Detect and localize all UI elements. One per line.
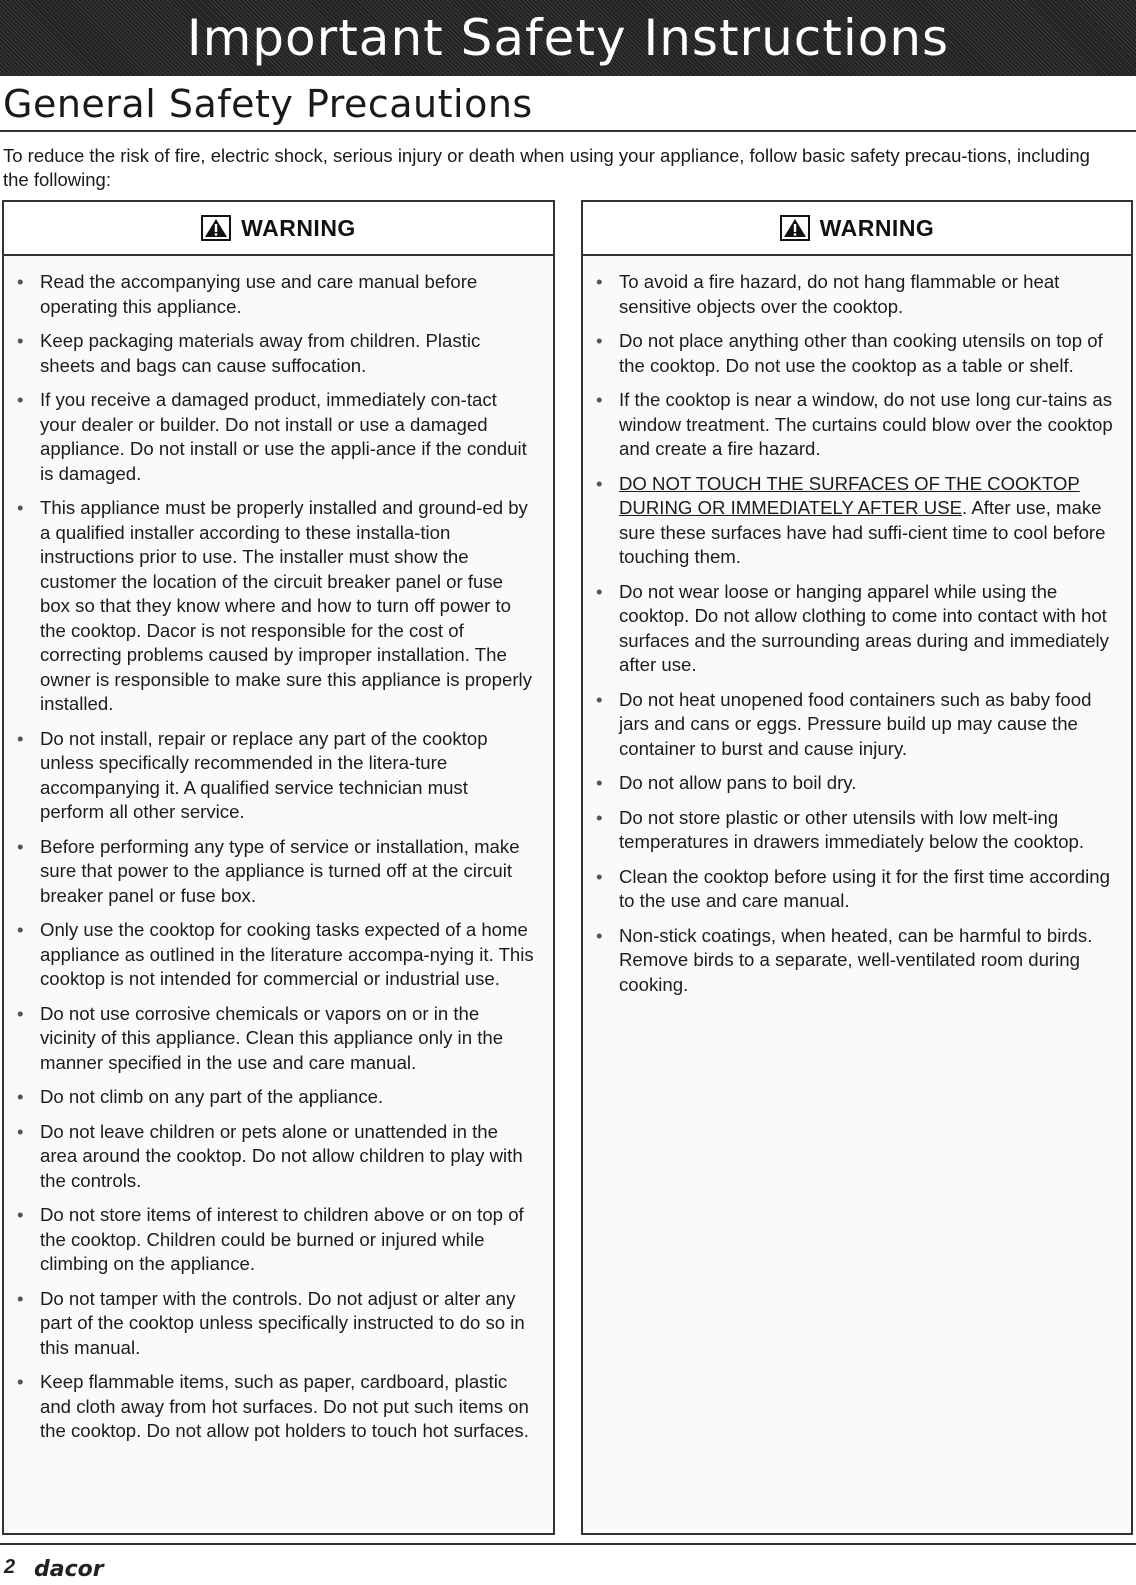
list-item: • Keep flammable items, such as paper, cardboard, plastic and cloth away from hot surfaces. Do not put such items on the cooktop. Do not allow pot holders to touch hot surfaces. bbox=[40, 1370, 537, 1444]
list-item: • Do not install, repair or replace any part of the cooktop unless specifically recommended in the litera-ture accompanying it. A qualified service technician must perform all other service. bbox=[40, 727, 537, 825]
list-item: • Clean the cooktop before using it for the first time according to the use and care manual. bbox=[619, 865, 1115, 914]
warning-triangle-icon bbox=[780, 215, 810, 241]
title-banner bbox=[0, 0, 1136, 76]
emphasis-rest: After use, make sure these surfaces have had suffi-cient time to cool before touching them. bbox=[619, 497, 1106, 567]
list-item: • Do not leave children or pets alone or unattended in the area around the cooktop. Do not allow children to play with the controls. bbox=[40, 1120, 537, 1194]
list-item: • If you receive a damaged product, immediately con-tact your dealer or builder. Do not install or use a damaged appliance. Do not install or use the appli-ance if the conduit is damaged. bbox=[40, 388, 537, 486]
list-item: • Do not tamper with the controls. Do not adjust or alter any part of the cooktop unless specifically instructed to do so in this manual. bbox=[40, 1287, 537, 1361]
intro-paragraph: To reduce the risk of fire, electric shock, serious injury or death when using your appliance, follow basic safety precau-tions, including the following: bbox=[3, 145, 1090, 190]
emphasis-text: DO NOT TOUCH THE SURFACES OF THE COOKTOP DURING OR IMMEDIATELY AFTER USE bbox=[619, 472, 1080, 518]
section-rule bbox=[0, 130, 1136, 132]
warning-header bbox=[583, 202, 1131, 256]
list-item: • Non-stick coatings, when heated, can be harmful to birds. Remove birds to a separate, well-ventilated room during cooking. bbox=[619, 924, 1115, 998]
list-item: • This appliance must be properly installed and ground-ed by a qualified installer according to these installa-tion instructions prior to use. The installer must show the customer the location of the circuit breaker panel or fuse box so that they know where and how to turn off power to the cooktop. Dacor is not responsible for the cost of correcting problems caused by improper installation. The owner is responsible to make sure this appliance is properly installed. bbox=[40, 496, 537, 717]
warning-box-right bbox=[581, 200, 1133, 1535]
list-item: • Do not place anything other than cooking utensils on top of the cooktop. Do not use the cooktop as a table or shelf. bbox=[619, 329, 1115, 378]
emphasis-period: . bbox=[962, 497, 968, 518]
list-item: • Only use the cooktop for cooking tasks expected of a home appliance as outlined in the literature accompa-nying it. This cooktop is not intended for commercial or industrial use. bbox=[40, 918, 537, 992]
warning-list-right bbox=[583, 256, 1131, 997]
section-title: General Safety Precautions bbox=[3, 82, 533, 126]
list-item: • Read the accompanying use and care manual before operating this appliance. bbox=[40, 270, 537, 319]
list-item: • Do not climb on any part of the appliance. bbox=[40, 1085, 537, 1110]
warning-list-left bbox=[4, 256, 553, 1444]
list-item: • Before performing any type of service or installation, make sure that power to the appliance is turned off at the circuit breaker panel or fuse box. bbox=[40, 835, 537, 909]
dacor-logo bbox=[32, 1556, 124, 1582]
warning-header bbox=[4, 202, 553, 256]
page-number: 2 bbox=[4, 1556, 16, 1578]
list-item: • Keep packaging materials away from children. Plastic sheets and bags can cause suffocation. bbox=[40, 329, 537, 378]
list-item: • Do not store items of interest to children above or on top of the cooktop. Children could be burned or injured while climbing on the appliance. bbox=[40, 1203, 537, 1277]
warning-triangle-icon bbox=[201, 215, 231, 241]
footer-rule bbox=[0, 1543, 1136, 1545]
logo-text: dacor bbox=[34, 1557, 104, 1582]
banner-title: Important Safety Instructions bbox=[186, 9, 950, 67]
list-item: • To avoid a fire hazard, do not hang flammable or heat sensitive objects over the cooktop. bbox=[619, 270, 1115, 319]
list-item: • Do not wear loose or hanging apparel while using the cooktop. Do not allow clothing to come into contact with hot surfaces and the surrounding areas during and immediately after use. bbox=[619, 580, 1115, 678]
list-item-emphasis bbox=[619, 472, 1115, 570]
warning-box-left bbox=[2, 200, 555, 1535]
list-item: • Do not store plastic or other utensils with low melt-ing temperatures in drawers immediately below the cooktop. bbox=[619, 806, 1115, 855]
warning-label: WARNING bbox=[819, 214, 935, 241]
list-item: • Do not use corrosive chemicals or vapors on or in the vicinity of this appliance. Clean this appliance only in the manner specified in the use and care manual. bbox=[40, 1002, 537, 1076]
warning-label: WARNING bbox=[241, 214, 356, 241]
list-item: • Do not allow pans to boil dry. bbox=[619, 771, 1115, 796]
list-item: • If the cooktop is near a window, do not use long cur-tains as window treatment. The curtains could blow over the cooktop and create a fire hazard. bbox=[619, 388, 1115, 462]
list-item: • Do not heat unopened food containers such as baby food jars and cans or eggs. Pressure build up may cause the container to burst and cause injury. bbox=[619, 688, 1115, 762]
